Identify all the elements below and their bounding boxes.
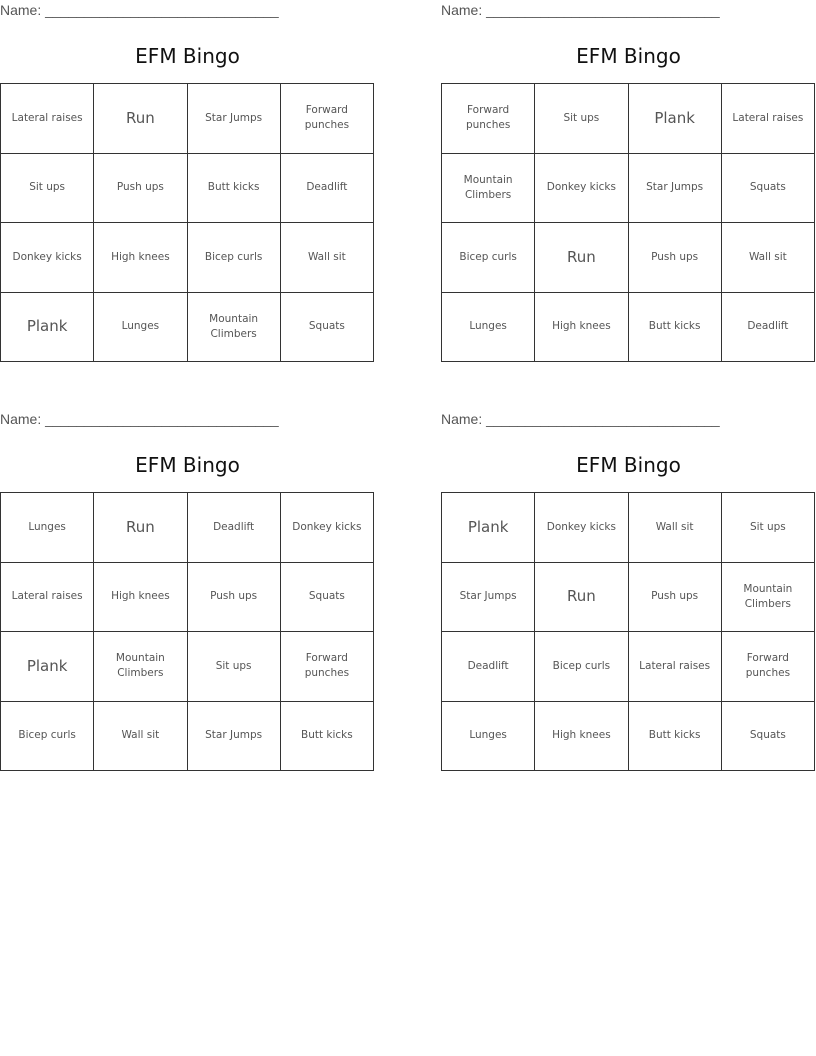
bingo-cell: Butt kicks bbox=[280, 701, 373, 771]
bingo-cell: High knees bbox=[535, 701, 628, 771]
bingo-cell: Push ups bbox=[628, 223, 721, 293]
grid-row bbox=[1, 493, 374, 563]
bingo-cell: Star Jumps bbox=[187, 84, 280, 154]
grid-row bbox=[442, 701, 815, 771]
bingo-cell: Lunges bbox=[442, 292, 535, 362]
bingo-cell: Plank bbox=[1, 292, 94, 362]
bingo-cell: Forward punches bbox=[721, 632, 814, 702]
bingo-cell: Wall sit bbox=[628, 493, 721, 563]
bingo-cell: Wall sit bbox=[280, 223, 373, 293]
bingo-cell: Lateral raises bbox=[628, 632, 721, 702]
bingo-cell: Sit ups bbox=[1, 153, 94, 223]
grid-row bbox=[442, 223, 815, 293]
grid-row bbox=[442, 562, 815, 632]
bingo-cell: Lunges bbox=[94, 292, 187, 362]
bingo-cell: Lateral raises bbox=[1, 562, 94, 632]
grid-row bbox=[442, 84, 815, 154]
bingo-cell: Forward punches bbox=[280, 84, 373, 154]
bingo-grid bbox=[441, 492, 815, 771]
bingo-cell: Wall sit bbox=[721, 223, 814, 293]
bingo-cell: Plank bbox=[628, 84, 721, 154]
bingo-cell: Push ups bbox=[628, 562, 721, 632]
grid-row bbox=[1, 153, 374, 223]
name-field-label: Name: ______________________________ bbox=[0, 2, 279, 18]
bingo-cell: Deadlift bbox=[721, 292, 814, 362]
bingo-cell: Lunges bbox=[442, 701, 535, 771]
bingo-cell: Bicep curls bbox=[1, 701, 94, 771]
grid-row bbox=[1, 632, 374, 702]
grid-row bbox=[1, 84, 374, 154]
bingo-cell: Lunges bbox=[1, 493, 94, 563]
bingo-cell: Mountain Climbers bbox=[187, 292, 280, 362]
bingo-cell: Donkey kicks bbox=[1, 223, 94, 293]
bingo-grid bbox=[0, 83, 374, 362]
bingo-cell: Squats bbox=[721, 701, 814, 771]
bingo-cell: Mountain Climbers bbox=[442, 153, 535, 223]
bingo-cell: Wall sit bbox=[94, 701, 187, 771]
bingo-cell: Run bbox=[535, 223, 628, 293]
bingo-grid bbox=[0, 492, 374, 771]
bingo-cell: Push ups bbox=[94, 153, 187, 223]
bingo-cell: Butt kicks bbox=[628, 701, 721, 771]
bingo-cell: Forward punches bbox=[280, 632, 373, 702]
bingo-cell: Bicep curls bbox=[442, 223, 535, 293]
bingo-cell: Deadlift bbox=[442, 632, 535, 702]
bingo-cell: High knees bbox=[94, 562, 187, 632]
bingo-cell: Donkey kicks bbox=[535, 493, 628, 563]
grid-row bbox=[442, 153, 815, 223]
name-field-label: Name: ______________________________ bbox=[0, 411, 279, 427]
grid-row bbox=[1, 223, 374, 293]
bingo-cell: Squats bbox=[280, 562, 373, 632]
name-field-label: Name: ______________________________ bbox=[441, 2, 720, 18]
bingo-cell: Squats bbox=[280, 292, 373, 362]
bingo-cell: Squats bbox=[721, 153, 814, 223]
bingo-cell: Bicep curls bbox=[535, 632, 628, 702]
bingo-cell: Run bbox=[535, 562, 628, 632]
grid-row bbox=[442, 292, 815, 362]
card-title: EFM Bingo bbox=[576, 453, 681, 477]
bingo-cell: Mountain Climbers bbox=[94, 632, 187, 702]
bingo-cell: Bicep curls bbox=[187, 223, 280, 293]
bingo-cell: High knees bbox=[94, 223, 187, 293]
bingo-cell: Plank bbox=[1, 632, 94, 702]
bingo-cell: Lateral raises bbox=[721, 84, 814, 154]
grid-row bbox=[1, 562, 374, 632]
bingo-grid bbox=[441, 83, 815, 362]
bingo-cell: Forward punches bbox=[442, 84, 535, 154]
bingo-cell: Sit ups bbox=[535, 84, 628, 154]
grid-row bbox=[1, 701, 374, 771]
bingo-cell: Sit ups bbox=[721, 493, 814, 563]
grid-row bbox=[442, 632, 815, 702]
bingo-cell: Lateral raises bbox=[1, 84, 94, 154]
bingo-cell: Star Jumps bbox=[442, 562, 535, 632]
bingo-cell: Push ups bbox=[187, 562, 280, 632]
bingo-cell: Plank bbox=[442, 493, 535, 563]
card-title: EFM Bingo bbox=[576, 44, 681, 68]
bingo-cell: Donkey kicks bbox=[535, 153, 628, 223]
bingo-cell: Butt kicks bbox=[187, 153, 280, 223]
bingo-cell: Donkey kicks bbox=[280, 493, 373, 563]
bingo-cell: Star Jumps bbox=[628, 153, 721, 223]
name-field-label: Name: ______________________________ bbox=[441, 411, 720, 427]
bingo-cell: Run bbox=[94, 84, 187, 154]
bingo-cell: Run bbox=[94, 493, 187, 563]
card-title: EFM Bingo bbox=[135, 44, 240, 68]
bingo-cell: Deadlift bbox=[280, 153, 373, 223]
card-title: EFM Bingo bbox=[135, 453, 240, 477]
bingo-cell: Butt kicks bbox=[628, 292, 721, 362]
bingo-cell: Mountain Climbers bbox=[721, 562, 814, 632]
grid-row bbox=[442, 493, 815, 563]
bingo-cell: High knees bbox=[535, 292, 628, 362]
bingo-cell: Deadlift bbox=[187, 493, 280, 563]
bingo-cell: Sit ups bbox=[187, 632, 280, 702]
grid-row bbox=[1, 292, 374, 362]
bingo-cell: Star Jumps bbox=[187, 701, 280, 771]
